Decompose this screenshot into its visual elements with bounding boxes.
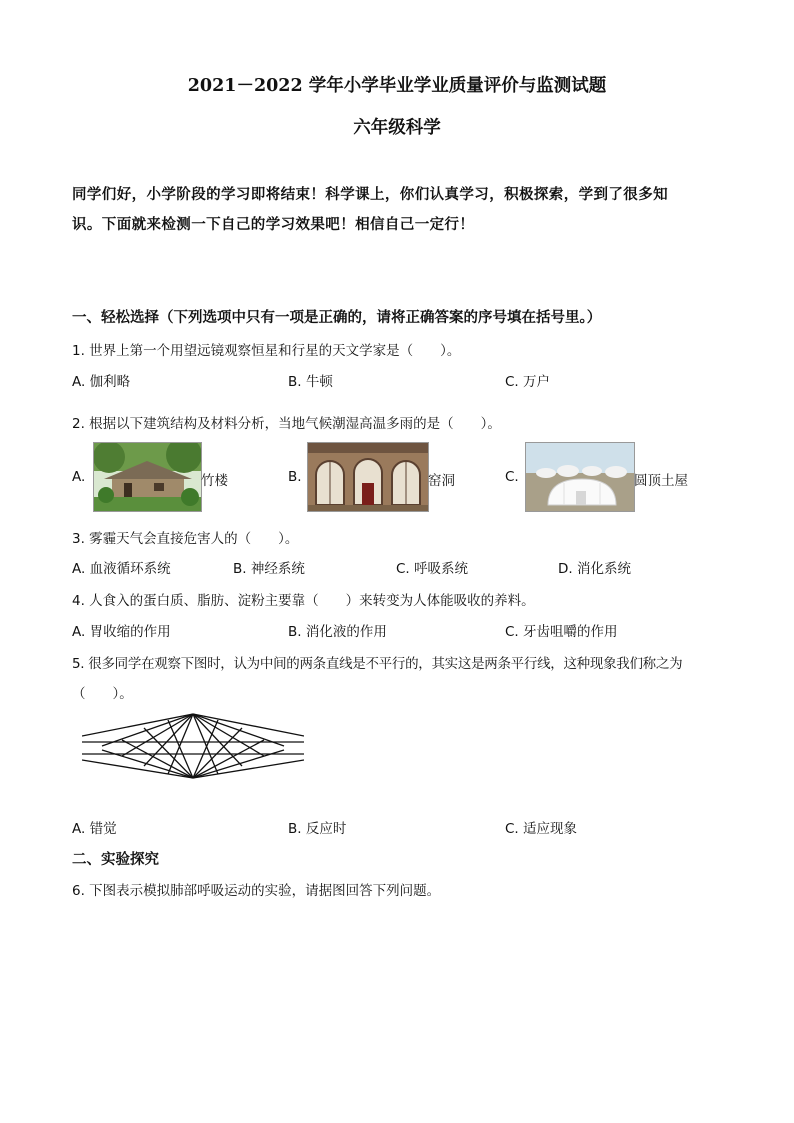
q4-option-c: C. 牙齿咀嚼的作用 <box>505 624 618 640</box>
q3-option-d: D. 消化系统 <box>558 561 631 577</box>
q4-option-b: B. 消化液的作用 <box>288 624 387 640</box>
dome-houses-photo <box>525 442 635 512</box>
q2-option-a-letter: A. <box>72 469 86 485</box>
q5-option-a: A. 错觉 <box>72 821 117 837</box>
question-1: 1. 世界上第一个用望远镜观察恒星和行星的天文学家是（ ）。 <box>72 343 461 359</box>
cave-dwelling-photo <box>307 442 429 512</box>
q2-option-b-label: 窑洞 <box>428 473 455 489</box>
q1-option-c: C. 万户 <box>505 374 551 390</box>
page-subtitle: 六年级科学 <box>353 118 441 138</box>
intro-line-1: 同学们好，小学阶段的学习即将结束！科学课上，你们认真学习，积极探索，学到了很多知 <box>72 186 668 203</box>
hering-illusion-figure <box>82 712 304 780</box>
question-5-line-2: （ ）。 <box>72 686 133 702</box>
bamboo-house-photo <box>93 442 202 512</box>
question-2: 2. 根据以下建筑结构及材料分析，当地气候潮湿高温多雨的是（ ）。 <box>72 416 501 432</box>
q2-option-b-letter: B. <box>288 469 302 485</box>
q5-option-c: C. 适应现象 <box>505 821 578 837</box>
section-2-heading: 二、实验探究 <box>72 851 159 868</box>
intro-line-2: 识。下面就来检测一下自己的学习效果吧！相信自己一定行！ <box>72 216 475 233</box>
section-1-heading: 一、轻松选择（下列选项中只有一项是正确的，请将正确答案的序号填在括号里。） <box>72 309 602 326</box>
q2-option-a-label: 竹楼 <box>201 473 228 489</box>
page-title: 2021－2022 学年小学毕业学业质量评价与监测试题 <box>187 76 607 96</box>
q3-option-b: B. 神经系统 <box>233 561 305 577</box>
q2-option-c-letter: C. <box>505 469 519 485</box>
q1-option-b: B. 牛顿 <box>288 374 333 390</box>
q2-option-c-label: 圆顶土屋 <box>634 473 688 489</box>
q5-option-b: B. 反应时 <box>288 821 347 837</box>
question-4: 4. 人食入的蛋白质、脂肪、淀粉主要靠（ ）来转变为人体能吸收的养料。 <box>72 593 535 609</box>
question-6: 6. 下图表示模拟肺部呼吸运动的实验，请据图回答下列问题。 <box>72 883 441 899</box>
q3-option-c: C. 呼吸系统 <box>396 561 469 577</box>
q4-option-a: A. 胃收缩的作用 <box>72 624 171 640</box>
question-3: 3. 雾霾天气会直接危害人的（ ）。 <box>72 531 299 547</box>
q3-option-a: A. 血液循环系统 <box>72 561 171 577</box>
question-5-line-1: 5. 很多同学在观察下图时，认为中间的两条直线是不平行的，其实这是两条平行线，这种现象我们称之为 <box>72 656 683 672</box>
q1-option-a: A. 伽利略 <box>72 374 131 390</box>
